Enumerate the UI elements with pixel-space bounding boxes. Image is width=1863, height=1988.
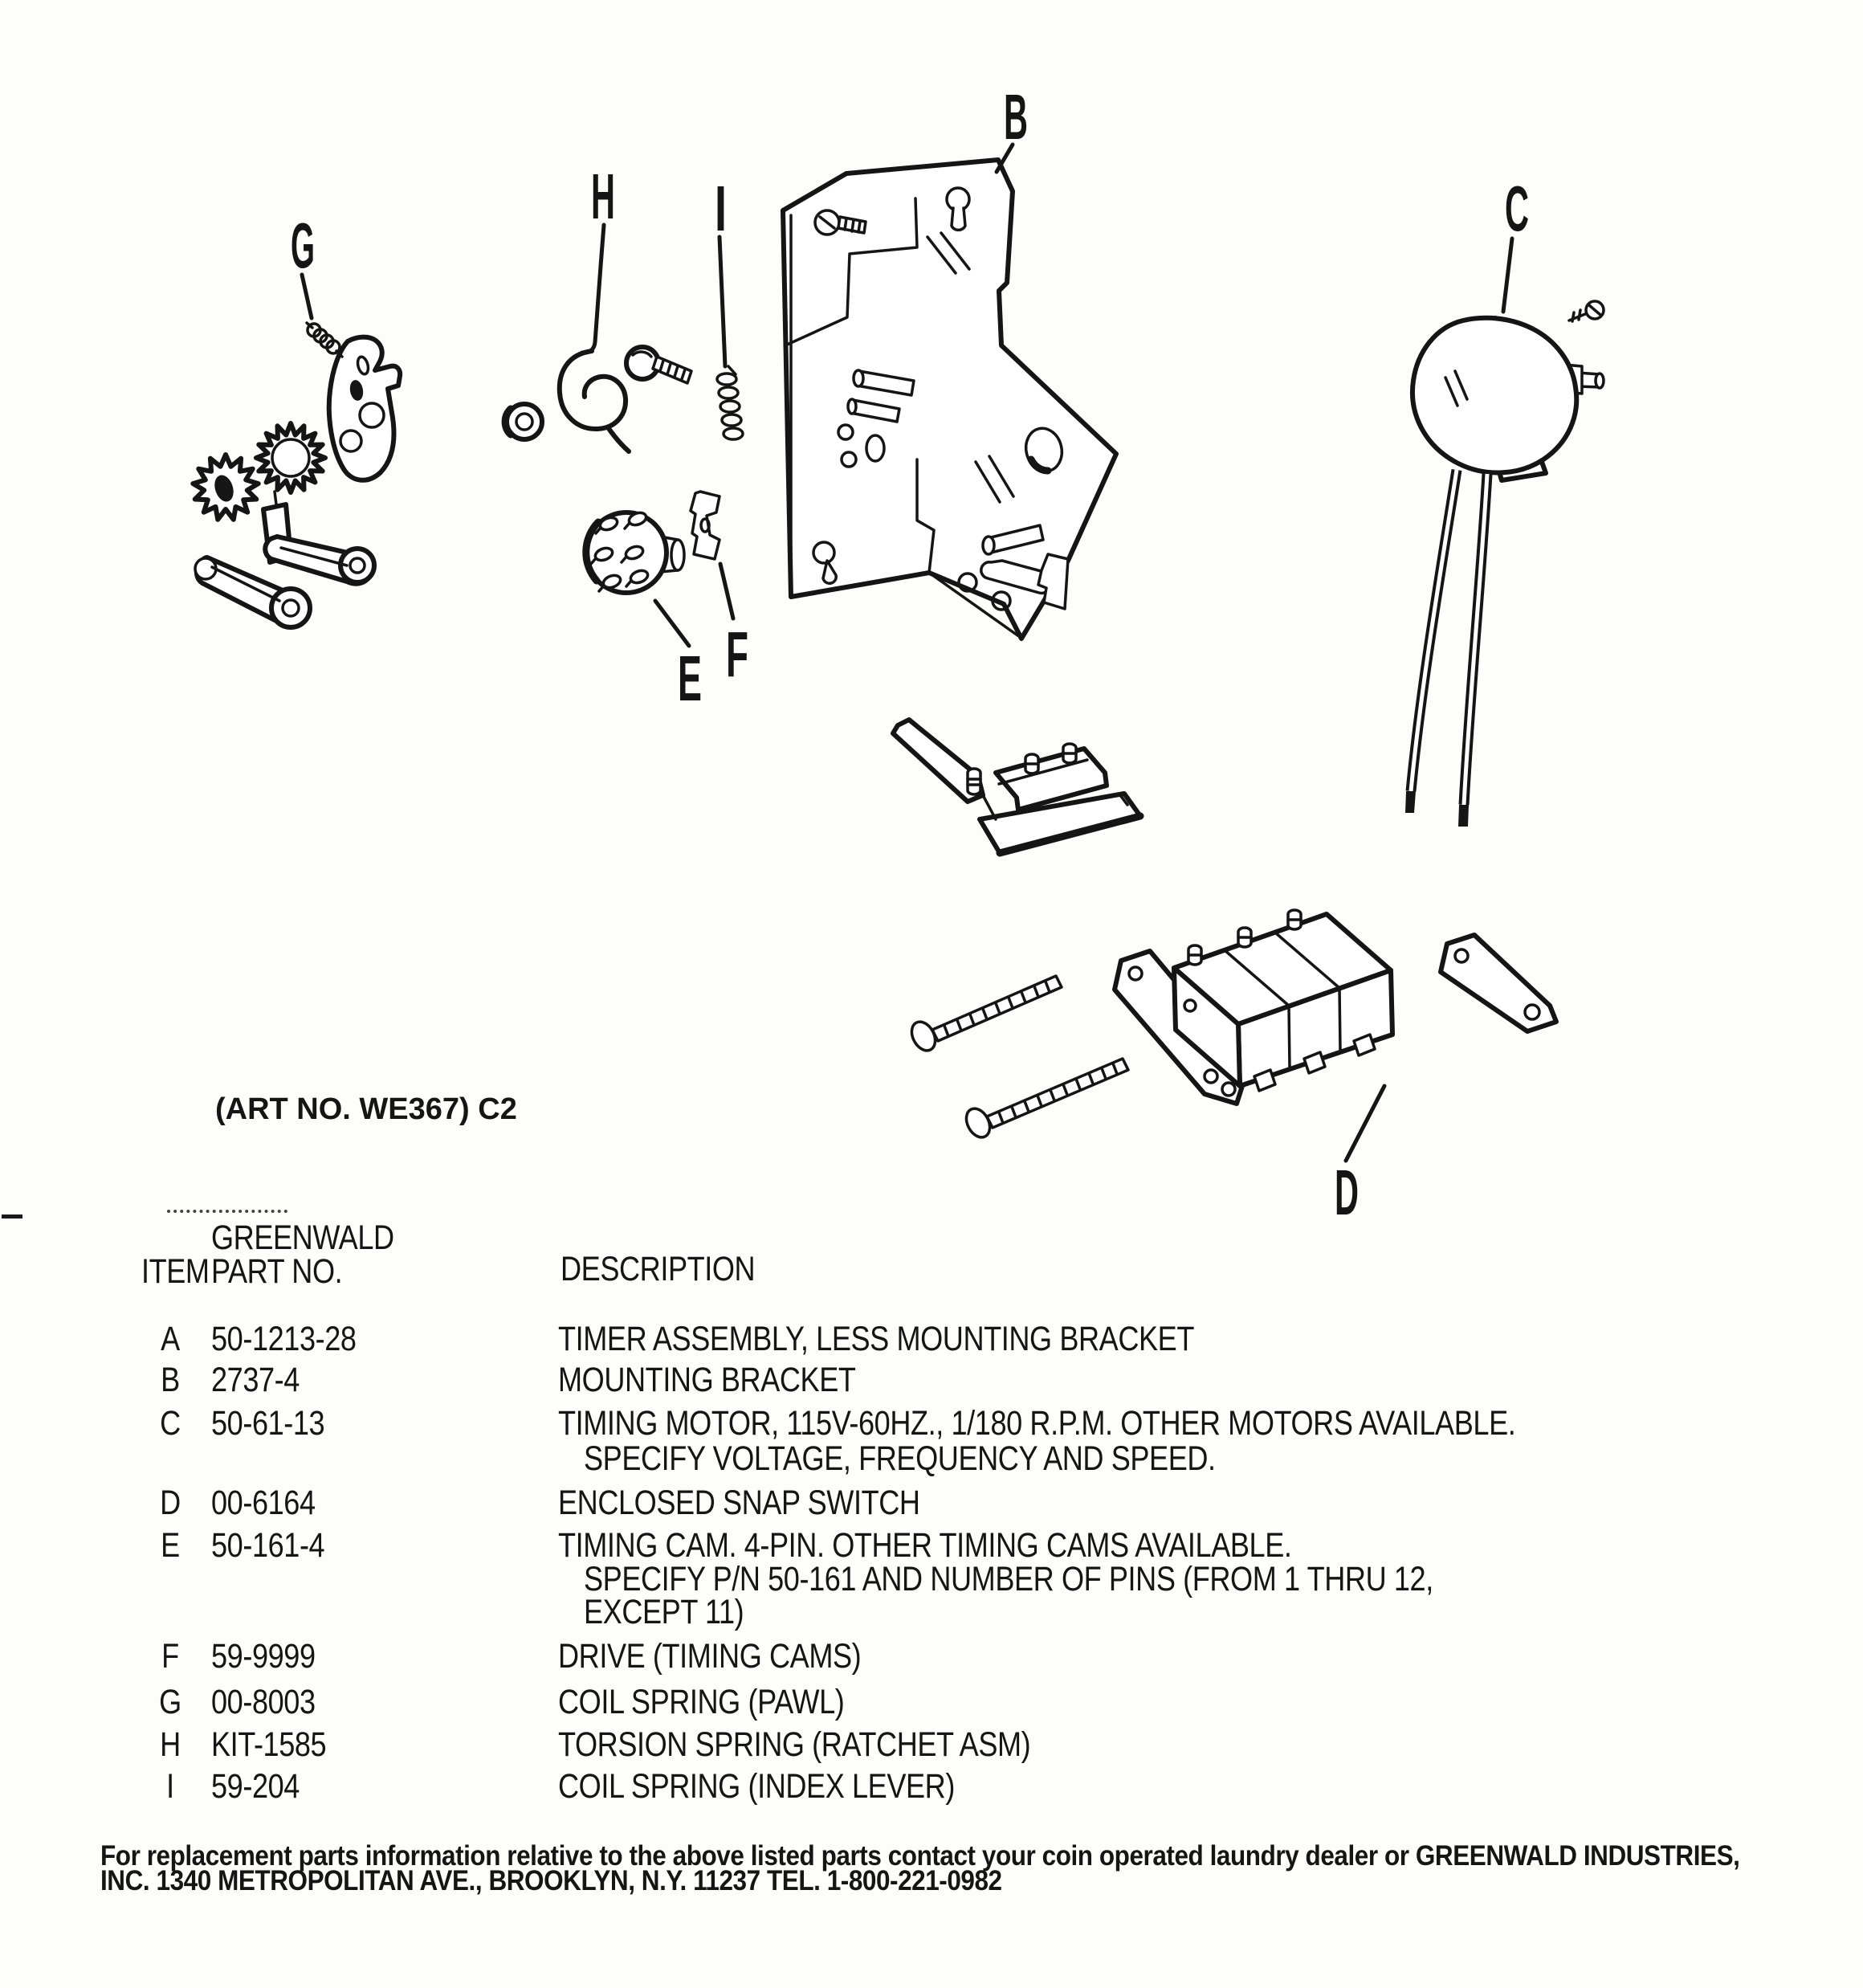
row-h-item: H <box>160 1725 181 1764</box>
row-e-description-line-1: TIMING CAM. 4-PIN. OTHER TIMING CAMS AVAILABLE. <box>558 1526 1292 1565</box>
sprocket-gear-small-drawing <box>193 455 258 520</box>
part-label-f: F <box>726 618 748 690</box>
mounting-bracket-drawing <box>783 160 1116 639</box>
row-f-description: DRIVE (TIMING CAMS) <box>558 1637 862 1676</box>
row-h-description: TORSION SPRING (RATCHET ASM) <box>558 1725 1031 1764</box>
part-label-c: C <box>1505 173 1529 244</box>
row-a-part-no: 50-1213-28 <box>211 1320 357 1358</box>
part-label-e: E <box>678 643 702 714</box>
row-b-item: B <box>161 1361 180 1399</box>
row-a-description: TIMER ASSEMBLY, LESS MOUNTING BRACKET <box>558 1320 1195 1358</box>
row-i-item: I <box>166 1767 174 1806</box>
row-b-description: MOUNTING BRACKET <box>558 1361 856 1399</box>
scan-artifact-dash <box>2 1214 22 1219</box>
part-label-g: G <box>291 210 315 281</box>
cam-drive-clip-drawing <box>691 492 720 559</box>
leader-line-d <box>1346 1086 1384 1161</box>
row-a-item: A <box>161 1320 180 1358</box>
row-c-item: C <box>160 1404 181 1443</box>
index-lever-arm-rear-drawing <box>263 492 374 584</box>
row-c-description-line-2: SPECIFY VOLTAGE, FREQUENCY AND SPEED. <box>584 1439 1216 1478</box>
row-g-item: G <box>159 1683 181 1721</box>
torsion-spring-ratchet-drawing <box>560 351 629 451</box>
pawl-ratchet-lever-drawing <box>329 337 400 480</box>
leader-line-g <box>302 275 312 318</box>
row-d-item: D <box>160 1484 181 1522</box>
index-lever-arm-front-drawing <box>195 557 310 627</box>
coil-spring-index-lever-drawing <box>717 366 743 439</box>
row-h-part-no: KIT-1585 <box>211 1725 327 1764</box>
row-e-item: E <box>161 1526 180 1565</box>
leader-line-e <box>655 601 689 646</box>
bushing-ring-drawing <box>505 404 542 439</box>
footer-line-2: INC. 1340 METROPOLITAN AVE., BROOKLYN, N.Y. 11237 TEL. 1-800-221-0982 <box>100 1865 1002 1896</box>
row-g-part-no: 00-8003 <box>211 1683 316 1721</box>
row-e-description-line-2: SPECIFY P/N 50-161 AND NUMBER OF PINS (FROM 1 THRU 12, <box>584 1560 1433 1598</box>
table-header-part-no: PART NO. <box>211 1252 343 1291</box>
row-f-item: F <box>161 1637 179 1676</box>
row-d-description: ENCLOSED SNAP SWITCH <box>558 1484 920 1522</box>
art-no-line: (ART NO. WE367) C2 <box>215 1092 517 1126</box>
footer-line-1: For replacement parts information relative to the above listed parts contact your coin operated laundry dealer or GREENWALD INDUSTRIES, <box>100 1840 1740 1872</box>
coil-spring-pawl-drawing <box>307 323 342 357</box>
index-slide-plate-drawing <box>893 720 1140 853</box>
table-header-description: DESCRIPTION <box>561 1250 756 1288</box>
scan-artifact-dots <box>167 1210 287 1213</box>
part-label-h: H <box>591 161 615 232</box>
row-e-description-line-3: EXCEPT 11) <box>584 1593 744 1631</box>
ratchet-screw-drawing <box>626 347 691 383</box>
table-header-item: ITEM <box>141 1252 210 1291</box>
timing-motor-drawing <box>1405 301 1604 827</box>
row-c-description-line-1: TIMING MOTOR, 115V-60HZ., 1/180 R.P.M. OTHER MOTORS AVAILABLE. <box>558 1404 1516 1443</box>
leader-line-f <box>720 564 733 618</box>
row-b-part-no: 2737-4 <box>211 1361 300 1399</box>
row-i-description: COIL SPRING (INDEX LEVER) <box>558 1767 955 1806</box>
snap-switch-assembly-drawing <box>907 910 1556 1141</box>
row-c-part-no: 50-61-13 <box>211 1404 325 1443</box>
row-d-part-no: 00-6164 <box>211 1484 316 1522</box>
row-i-part-no: 59-204 <box>211 1767 300 1806</box>
leader-line-c <box>1503 239 1512 312</box>
leader-line-i <box>720 237 725 366</box>
part-label-i: I <box>715 173 727 244</box>
sprocket-gear-large-drawing <box>256 423 325 492</box>
part-label-d: D <box>1335 1157 1359 1228</box>
leader-line-h <box>582 225 604 353</box>
timing-cam-drawing <box>586 511 684 593</box>
row-g-description: COIL SPRING (PAWL) <box>558 1683 845 1721</box>
row-e-part-no: 50-161-4 <box>211 1526 325 1565</box>
part-label-b: B <box>1004 81 1028 153</box>
table-header-company: GREENWALD <box>211 1219 394 1257</box>
row-f-part-no: 59-9999 <box>211 1637 316 1676</box>
